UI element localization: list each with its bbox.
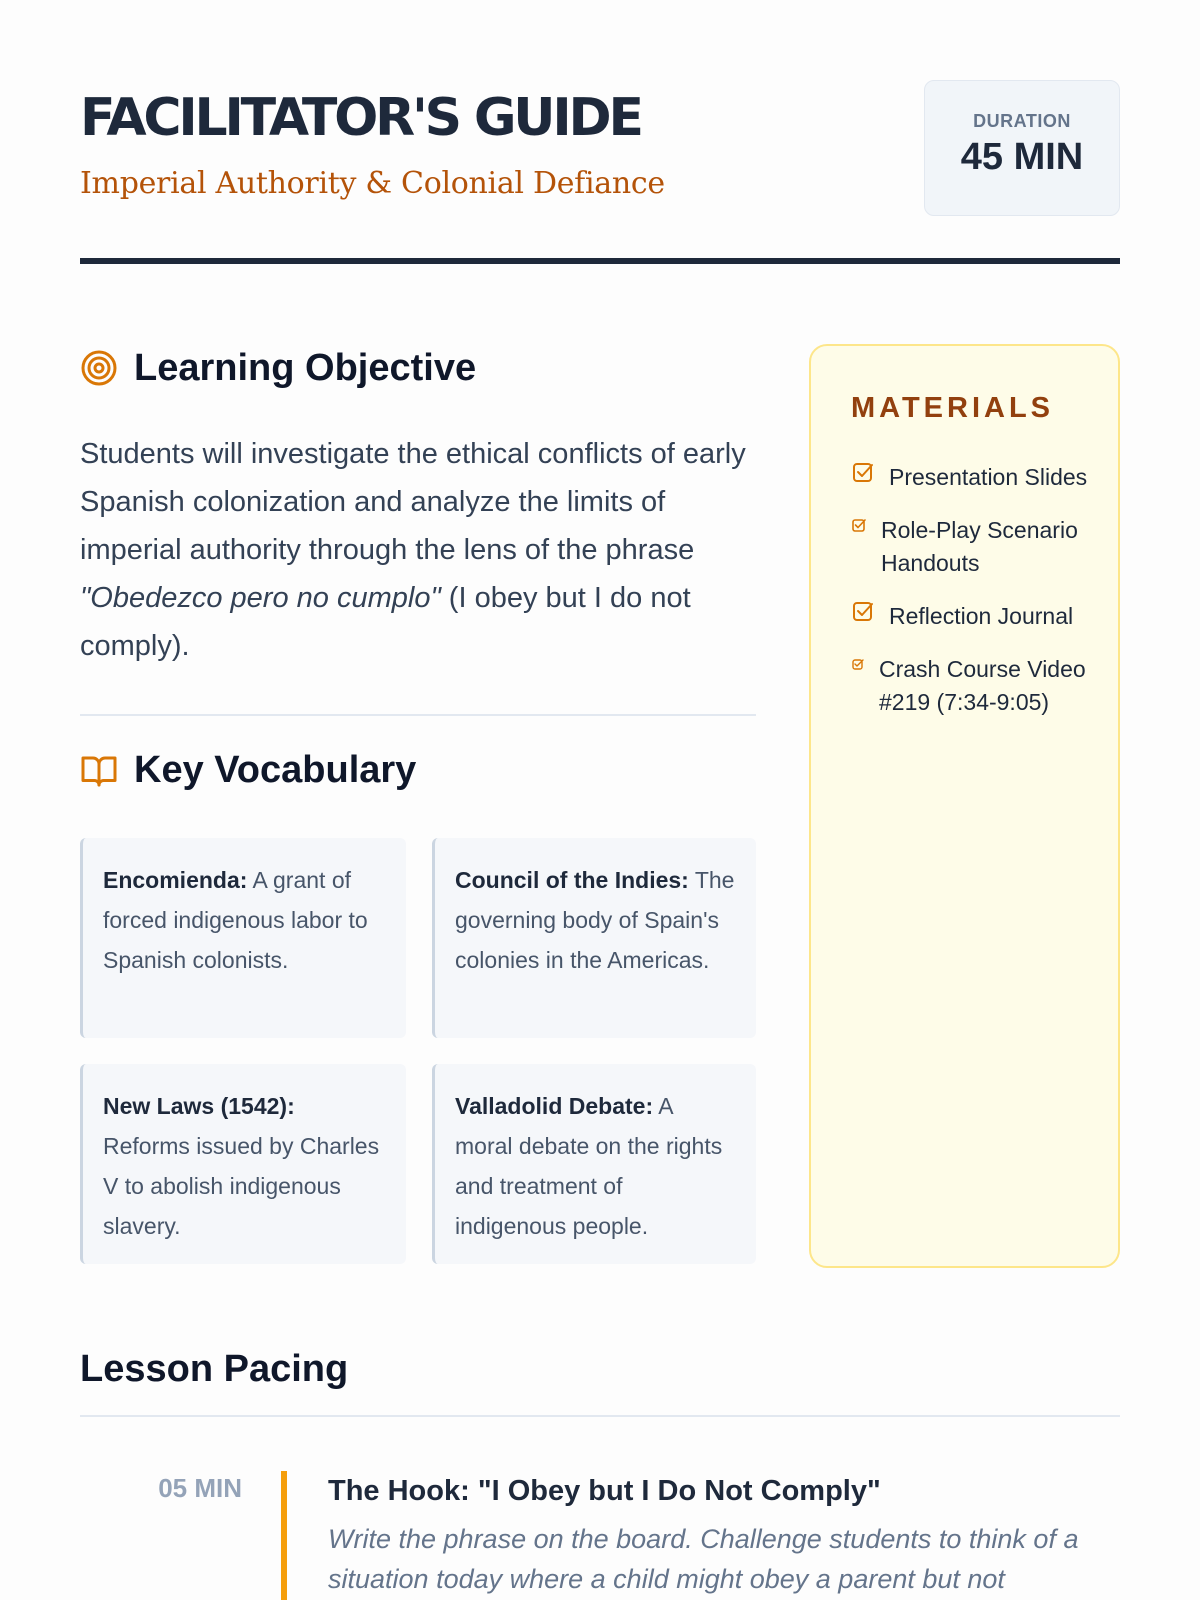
vocab-term: New Laws (1542): <box>103 1093 295 1119</box>
materials-item <box>851 514 1090 580</box>
vocab-definition: A grant of forced indigenous labor to Spanish colonists. <box>103 867 368 973</box>
vocab-card <box>432 1064 756 1264</box>
materials-item-label: Role-Play Scenario Handouts <box>881 517 1078 576</box>
vocab-card <box>80 838 406 1038</box>
section-divider <box>80 714 756 716</box>
checkbox-icon <box>851 653 865 677</box>
duration-value: 45 MIN <box>960 136 1084 178</box>
materials-item-label: Presentation Slides <box>889 464 1088 490</box>
objective-text <box>80 430 756 670</box>
pacing-title: Lesson Pacing <box>80 1348 349 1390</box>
vocab-definition: The governing body of Spain's colonies in the Americas. <box>455 867 735 973</box>
vocabulary-grid <box>80 838 756 1264</box>
objective-text-start: Students will investigate the ethical conflicts of early Spanish colonization and analyze the limits of imperial authority through the lens of the phrase <box>80 438 746 566</box>
materials-list <box>851 461 1090 719</box>
duration-badge <box>924 80 1120 216</box>
guide-header <box>80 80 1120 264</box>
target-icon <box>80 349 118 387</box>
lesson-pacing-section <box>80 1345 1120 1600</box>
vocab-card <box>432 838 756 1038</box>
vocab-definition: Reforms issued by Charles V to abolish indigenous slavery. <box>103 1133 380 1239</box>
materials-item <box>851 653 1090 719</box>
vocab-term: Encomienda: <box>103 867 248 893</box>
pacing-step <box>80 1471 1120 1600</box>
page-title: FACILITATOR'S GUIDE <box>80 88 641 148</box>
vocabulary-title: Key Vocabulary <box>134 748 417 791</box>
pacing-step-body <box>328 1471 1118 1599</box>
materials-item-label: Reflection Journal <box>889 603 1074 629</box>
pacing-step-time: 05 MIN <box>158 1473 242 1503</box>
main-column <box>80 344 756 1264</box>
page-subtitle: Imperial Authority & Colonial Defiance <box>80 166 665 201</box>
vocab-definition: A moral debate on the rights and treatment of indigenous people. <box>455 1093 723 1239</box>
section-divider <box>80 1415 1120 1417</box>
pacing-step-title: The Hook: "I Obey but I Do Not Comply" <box>328 1475 881 1507</box>
objective-phrase: "Obedezco pero no cumplo" <box>80 582 441 614</box>
materials-panel <box>809 344 1120 1268</box>
checkbox-icon <box>851 514 867 538</box>
objective-text-end: (I obey but I do not comply). <box>80 582 691 662</box>
objective-title: Learning Objective <box>134 346 477 389</box>
materials-title: MATERIALS <box>851 392 1055 424</box>
checkbox-icon <box>851 461 875 485</box>
vocabulary-heading <box>80 746 756 794</box>
duration-label: DURATION <box>973 111 1071 131</box>
vocab-card <box>80 1064 406 1264</box>
pacing-step-description: Write the phrase on the board. Challenge students to think of a situation today where a child might obey a parent but not <box>328 1524 1079 1594</box>
checkbox-icon <box>851 600 875 624</box>
timeline-bar <box>281 1471 287 1600</box>
vocab-term: Valladolid Debate: <box>455 1093 654 1119</box>
materials-item <box>851 461 1090 494</box>
materials-item <box>851 600 1090 633</box>
objective-heading <box>80 344 756 392</box>
materials-item-label: Crash Course Video #219 (7:34-9:05) <box>879 656 1086 715</box>
vocab-term: Council of the Indies: <box>455 867 689 893</box>
book-open-icon <box>80 751 118 789</box>
